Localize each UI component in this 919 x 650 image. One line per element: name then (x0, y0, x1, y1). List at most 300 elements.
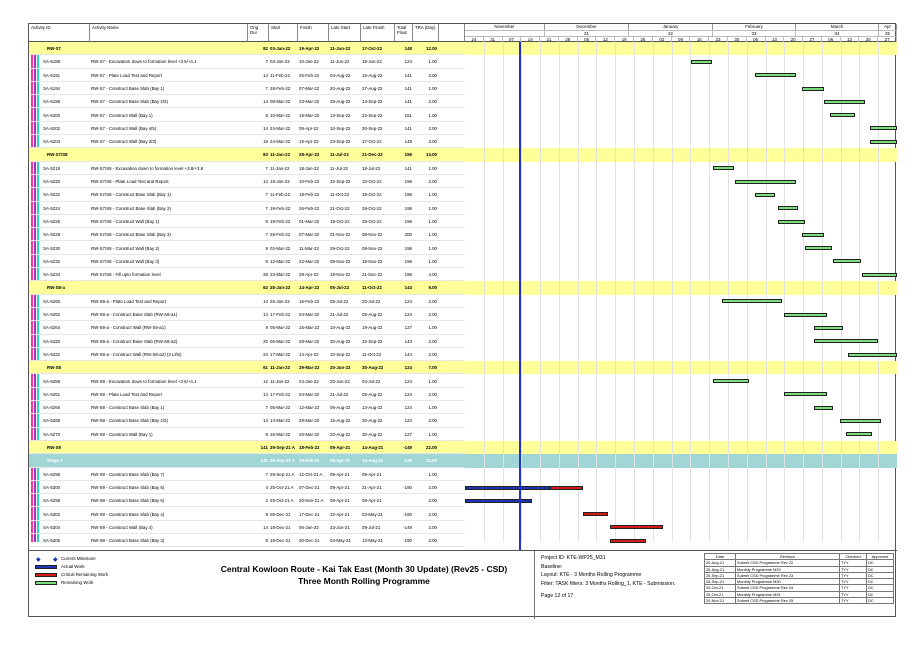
activity-row[interactable] (29, 414, 465, 427)
cell-lstart: 13-Sep-22 (330, 112, 351, 118)
remaining-work-bar[interactable] (848, 353, 897, 357)
day-label: 13 (841, 36, 860, 42)
timescale (465, 24, 897, 42)
month-label: January (629, 24, 713, 30)
cell-orig: 9 (265, 325, 268, 331)
remaining-work-bar[interactable] (824, 100, 865, 104)
cell-name: RW-S7 - Construct Base Slab (Bay 2/3) (91, 99, 168, 105)
revision-cell: 25-Sep-21 (705, 579, 736, 585)
cell-tra: 2.00 (428, 538, 437, 544)
cell-float: 124 (404, 298, 412, 304)
activity-row[interactable] (29, 215, 465, 228)
cell-name: RW-S7/S8 - Construct Wall (Bay 2) (91, 245, 160, 251)
cell-name: RW-S7 - Construct Wall (Bay 2/3) (91, 139, 157, 145)
cell-name: RW-S9 - Construct Base Slab (Bay 3) (91, 538, 165, 544)
wbs-group-row[interactable] (29, 281, 465, 294)
activity-row[interactable] (29, 255, 465, 268)
activity-row[interactable] (29, 534, 465, 547)
cell-finish: 09-Apr-22 (299, 125, 319, 131)
activity-row[interactable] (29, 428, 465, 441)
grid-line (878, 42, 879, 542)
activity-row[interactable] (29, 335, 465, 348)
activity-row[interactable] (29, 508, 465, 521)
day-label: 26 (634, 36, 653, 42)
activity-row[interactable] (29, 135, 465, 148)
remaining-work-bar[interactable] (735, 180, 796, 184)
cell-tra: 1.00 (428, 245, 437, 251)
cell-lstart: 09-Nov-22 (330, 258, 351, 264)
actual-work-bar[interactable] (465, 486, 550, 490)
remaining-work-bar[interactable] (778, 206, 798, 210)
activity-row[interactable] (29, 521, 465, 534)
cell-float: 144 (404, 351, 412, 357)
cell-tra: 2.00 (428, 298, 437, 304)
col-header-spacer (439, 24, 465, 42)
cell-lfinish: 21-Dec-22 (362, 152, 383, 158)
cell-tra: 2.00 (428, 511, 437, 517)
cell-float: 196 (404, 258, 412, 264)
cell-name (91, 281, 247, 294)
cell-tra: 1.00 (428, 325, 437, 331)
cell-name: RW-S7 - Plate Load Test and Report (91, 72, 163, 78)
project-info (534, 551, 704, 619)
cell-lfinish: 08-Nov-22 (362, 232, 383, 238)
month-label: December (545, 24, 629, 30)
cell-orig: 24 (263, 351, 268, 357)
cell-finish: 28-Mar-22 (299, 338, 320, 344)
cell-float: 141 (404, 165, 412, 171)
revision-cell: Submit CSD Programme Rev 25 (736, 598, 840, 604)
cell-lstart: 23-Sep-22 (330, 139, 351, 145)
cell-lstart: 30-Aug-22 (330, 338, 351, 344)
cell-name (91, 42, 247, 55)
cell-start: 17-Feb-22 (270, 391, 291, 397)
activity-row[interactable] (29, 55, 465, 68)
cell-lfinish: 14-Aug-21 (362, 445, 384, 450)
cell-tra: 2.00 (428, 498, 437, 504)
cell-start: 08-Mar-22 (270, 99, 291, 105)
cell-tra: 22.00 (426, 458, 437, 464)
cell-finish: 01-Mar-22 (299, 218, 320, 224)
activity-row[interactable] (29, 188, 465, 201)
grid-line (728, 42, 729, 542)
col-header-name[interactable]: Activity Name (90, 24, 248, 42)
legend (31, 555, 108, 587)
grid-line (540, 42, 541, 542)
cell-lfinish: 14-Aug-21 (362, 458, 384, 464)
cell-name: RW-S9 - Construct Base Slab (Bay 7) (91, 471, 165, 477)
cell-id: SA-5270 (43, 431, 61, 437)
actual-swatch (35, 565, 57, 569)
revision-cell: TYY (840, 579, 867, 585)
cell-float: 141 (404, 125, 412, 131)
day-label: 23 (709, 36, 728, 42)
cell-id: RW-S7 (47, 46, 61, 51)
remaining-work-bar[interactable] (814, 406, 833, 410)
cell-id: SA-5226 (43, 218, 61, 224)
cell-name: RW-S7/S8 - Plate Load Test and Report (91, 179, 169, 184)
day-label: 06 (747, 36, 766, 42)
revision-cell: TYY (840, 598, 867, 604)
cell-lstart: 09-Apr-21 (330, 498, 350, 504)
cell-lfinish: 09-Apr-21 (362, 498, 382, 504)
day-label: 31 (484, 36, 503, 42)
remaining-work-bar[interactable] (814, 339, 878, 343)
cell-lstart: 20-Jun-22 (330, 365, 351, 371)
rev-header-approved: Approved (867, 554, 894, 560)
day-label: 19 (615, 36, 634, 42)
cell-lfinish: 18-Jul-22 (362, 165, 381, 171)
cell-name: RW-S8-a - Construct Base Slab (RW-S8-a2) (91, 338, 178, 344)
remaining-work-bar[interactable] (846, 432, 872, 436)
remaining-work-bar[interactable] (802, 87, 823, 91)
cell-start: 18-Dec-21 (270, 524, 291, 530)
cell-float: 196 (404, 192, 412, 198)
cell-tra: 1.00 (428, 165, 437, 171)
cell-lstart: 20-Aug-22 (330, 431, 351, 437)
cell-start: 29-Sep-21 A (270, 471, 295, 477)
title-line-2: Three Month Rolling Programme (298, 576, 430, 586)
cell-name: RW-S7 - Construct Wall (Bay 4/5) (91, 125, 157, 131)
filter: Filter: TASK filters: 3 Months Rolling_1, KTE - Submission. (541, 580, 676, 587)
remaining-work-bar[interactable] (840, 419, 882, 423)
cell-finish: 07-Mar-22 (299, 85, 320, 91)
cell-start: 17-Mar-22 (270, 351, 291, 357)
cell-lfinish: 13-Aug-22 (362, 405, 383, 411)
activity-row[interactable] (29, 308, 465, 321)
wbs-group-row[interactable] (29, 42, 465, 55)
cell-name: RW-S7 - Construct Wall (Bay 1) (91, 112, 153, 118)
cell-tra: 1.00 (428, 59, 437, 65)
cell-lstart: 10-Aug-22 (330, 325, 351, 331)
cell-tra: 1.00 (428, 258, 437, 264)
cell-lfinish: 08-Nov-22 (362, 245, 383, 251)
cell-tra: 4.00 (428, 272, 437, 278)
cell-id: Stage 1 (47, 458, 63, 464)
cell-lstart: 19-Oct-22 (330, 218, 350, 224)
activity-row[interactable] (29, 242, 465, 255)
revision-table (704, 553, 894, 604)
activity-row[interactable] (29, 375, 465, 388)
cell-float (395, 468, 412, 481)
cell-tra: 2.00 (428, 351, 437, 357)
cell-orig: 7 (265, 59, 268, 65)
cell-start: 10-Mar-22 (270, 112, 291, 118)
cell-lfinish: 04-Jul-22 (362, 378, 381, 384)
cell-tra: 1.00 (428, 232, 437, 238)
cell-orig: 9 (265, 245, 268, 251)
cell-name (91, 454, 247, 467)
cell-finish: 19-Apr-22 (299, 46, 320, 51)
cell-lfinish: 10-Oct-22 (362, 179, 382, 184)
cell-finish: 28-Apr-22 (299, 272, 319, 278)
cell-start: 03-Jan-22 (270, 59, 290, 65)
cell-finish: 14-Apr-22 (299, 285, 320, 291)
col-header-late-start[interactable]: Late Start (329, 24, 361, 42)
cell-float: 124 (404, 418, 412, 424)
critical-work-bar[interactable] (610, 539, 646, 543)
activity-row[interactable] (29, 401, 465, 414)
wbs-group-band (465, 454, 897, 467)
cell-name: RW-S7/S8 - Construct Base Slab (Bay 1) (91, 192, 171, 198)
month-label: Apr (879, 24, 897, 30)
remaining-work-bar[interactable] (691, 60, 712, 64)
activity-row[interactable] (29, 388, 465, 401)
activity-row[interactable] (29, 109, 465, 122)
cell-float: -190 (403, 484, 412, 490)
cell-finish: 18-Jan-22 (299, 165, 319, 171)
activity-row[interactable] (29, 82, 465, 95)
cell-orig: 9 (265, 538, 268, 544)
cell-lstart: 21-Jul-22 (330, 391, 349, 397)
cell-lfinish: 28-Oct-22 (362, 205, 382, 211)
col-header-id[interactable]: Activity ID (29, 24, 90, 42)
cell-lstart: 09-Apr-21 (330, 471, 350, 477)
remaining-work-bar[interactable] (778, 220, 806, 224)
cell-lstart: 10-Sep-22 (330, 125, 351, 131)
activity-row[interactable] (29, 481, 465, 494)
cell-lfinish: 20-Jul-22 (362, 298, 381, 304)
remaining-work-bar[interactable] (722, 299, 782, 303)
cell-orig: 7 (265, 205, 268, 211)
cell-lstart: 01-Nov-22 (330, 232, 351, 238)
cell-lstart: 11-Jul-22 (330, 165, 348, 171)
activity-row[interactable] (29, 95, 465, 108)
cell-tra: 2.00 (428, 99, 437, 105)
cell-float: 196 (404, 218, 412, 224)
cell-lstart: 21-Jul-22 (330, 312, 349, 317)
revision-cell: DC (867, 566, 894, 572)
cell-name: RW-S8 - Excavation down to formation level +2.6/+4.1 (91, 378, 197, 384)
remaining-swatch (35, 581, 57, 585)
cell-start: 25-Oct-21 A (270, 484, 294, 490)
cell-float: -190 (403, 538, 412, 544)
cell-start: 28-Feb-22 (270, 85, 291, 91)
cell-tra: 3.00 (428, 139, 437, 145)
cell-id: RW-S7/S8 (47, 152, 68, 158)
revision-cell: 25-Aug-21 (705, 566, 736, 572)
cell-lstart: 15-Aug-22 (330, 418, 351, 424)
remaining-work-bar[interactable] (802, 233, 823, 237)
cell-float: 200 (404, 232, 412, 238)
cell-id: SA-5198 (43, 99, 61, 105)
cell-float: 124 (404, 405, 412, 411)
cell-id: SA-5220 (43, 179, 61, 184)
cell-lfinish: 19-Aug-22 (362, 72, 383, 78)
cell-finish: 29-Mar-22 (299, 365, 320, 371)
critical-work-bar[interactable] (583, 512, 608, 516)
revision-cell: DC (867, 579, 894, 585)
cell-finish: 19-Mar-22 (299, 112, 320, 118)
legend-remaining: Remaining Work (31, 579, 108, 587)
cell-start: 05-Mar-22 (270, 338, 291, 344)
actual-work-bar[interactable] (465, 499, 532, 503)
col-header-total-float[interactable]: Total Float (395, 24, 413, 42)
cell-finish: 12-Oct-21 A (299, 471, 323, 477)
cell-lfinish: 27-Aug-22 (362, 85, 383, 91)
wbs-group-row[interactable] (29, 441, 465, 454)
cell-finish: 18-Feb-22 (299, 192, 320, 198)
cell-finish: 19-Apr-22 (299, 139, 319, 145)
cell-float: -149 (403, 445, 412, 450)
remaining-work-bar[interactable] (870, 126, 897, 130)
col-header-orig[interactable]: Orig Dur (248, 24, 269, 42)
cell-finish: 26-Feb-22 (299, 205, 320, 211)
cell-start: 11-Jan-22 (270, 165, 290, 171)
day-label: 27 (803, 36, 822, 42)
cell-finish: 29-Mar-22 (299, 418, 320, 424)
cell-lfinish: 18-Oct-22 (362, 192, 382, 198)
day-label: 20 (859, 36, 878, 42)
remaining-work-bar[interactable] (713, 166, 734, 170)
remaining-work-bar[interactable] (784, 392, 827, 396)
cell-lstart: 11-Jun-22 (330, 46, 351, 51)
cell-lfinish: 17-Oct-22 (362, 139, 382, 145)
activity-row[interactable] (29, 202, 465, 215)
col-header-tra[interactable]: TRA (Day) (413, 24, 439, 42)
activity-row[interactable] (29, 321, 465, 334)
cell-id: SA-5258 (43, 378, 61, 384)
cell-tra: 1.00 (428, 218, 437, 224)
remaining-work-bar[interactable] (713, 379, 749, 383)
activity-row[interactable] (29, 494, 465, 507)
activity-row[interactable] (29, 268, 465, 281)
cell-finish: 20-Nov-21 A (299, 498, 324, 504)
cell-id: SA-5304 (43, 524, 61, 530)
cell-finish: 18-Feb-22 (299, 445, 320, 450)
wbs-group-row[interactable] (29, 148, 465, 161)
activity-row[interactable] (29, 468, 465, 481)
cell-start: 17-Feb-22 (270, 312, 291, 317)
activity-row[interactable] (29, 69, 465, 82)
activity-row[interactable] (29, 162, 465, 175)
month-label: March (796, 24, 879, 30)
cell-start: 14-Mar-22 (270, 418, 291, 424)
cell-lstart: 04-Aug-22 (330, 72, 351, 78)
col-header-late-finish[interactable]: Late Finish (361, 24, 395, 42)
cell-float: 144 (404, 285, 412, 291)
revision-cell: DC (867, 572, 894, 578)
remaining-work-bar[interactable] (784, 313, 827, 317)
cell-tra: 1.00 (428, 405, 437, 411)
wbs-group-band (465, 441, 897, 454)
cell-float: -149 (403, 524, 412, 530)
cell-start: 18-Dec-21 (270, 538, 291, 544)
cell-orig: 82 (263, 46, 268, 51)
cell-float: 144 (404, 338, 412, 344)
cell-start: 28-Feb-22 (270, 232, 291, 238)
cell-orig: 7 (265, 192, 268, 198)
data-date-line (519, 42, 521, 550)
cell-lfinish: 22-Sep-22 (362, 112, 383, 118)
col-header-finish[interactable]: Finish (298, 24, 329, 42)
cell-lfinish: 14-Sep-22 (362, 99, 383, 105)
critical-work-bar[interactable] (610, 525, 663, 529)
cell-lfinish: 05-Aug-22 (362, 391, 383, 397)
remaining-work-bar[interactable] (805, 246, 832, 250)
cell-start: 12-Mar-22 (270, 258, 291, 264)
col-header-start[interactable]: Start (269, 24, 298, 42)
cell-lstart: 20-Aug-22 (330, 85, 351, 91)
week-label: 35 (879, 30, 897, 36)
cell-float: 196 (404, 272, 412, 278)
remaining-work-bar[interactable] (755, 73, 796, 77)
cell-lstart: 22-Sep-22 (330, 179, 351, 184)
cell-finish: 10-Jan-22 (299, 59, 319, 65)
grid-line (615, 42, 616, 542)
cell-orig: 14 (263, 418, 268, 424)
remaining-work-bar[interactable] (755, 193, 775, 197)
revision-cell: Monthly Programme M31 (736, 591, 840, 597)
cell-lfinish: 30-Aug-22 (362, 418, 383, 424)
remaining-work-bar[interactable] (862, 273, 897, 277)
wbs-group-band (465, 148, 897, 161)
activity-row[interactable] (29, 122, 465, 135)
report-title (199, 563, 529, 587)
footer (29, 550, 897, 619)
cell-id: SA-5234 (43, 272, 61, 278)
cell-lstart: 11-Oct-22 (330, 192, 350, 198)
cell-float: 196 (404, 179, 412, 184)
wbs-group-row[interactable] (29, 454, 465, 467)
revision-cell: DC (867, 560, 894, 566)
cell-id: SA-5188 (43, 59, 61, 65)
remaining-work-bar[interactable] (833, 259, 861, 263)
cell-name: RW-S7 - Construct Base Slab (Bay 1) (91, 85, 165, 91)
cell-lstart: 29-Oct-22 (330, 245, 350, 251)
cell-finish: 16-Feb-22 (299, 298, 320, 304)
cell-start: 23-Mar-22 (270, 272, 291, 278)
cell-orig: 14 (263, 99, 268, 105)
legend-actual-work: Actual Work (31, 563, 108, 571)
cell-lfinish: 03-May-21 (362, 511, 383, 517)
activity-row[interactable] (29, 175, 465, 188)
activity-row[interactable] (29, 348, 465, 361)
layout: Layout: KTE - 3 Months Rolling Programme (541, 572, 642, 578)
cell-id: SA-5264 (43, 325, 61, 331)
grid-line (559, 42, 560, 542)
cell-start: 16-Mar-22 (270, 431, 291, 437)
cell-name: RW-S8 - Construct Base Slab (Bay 1) (91, 405, 165, 411)
cell-start: 19-Feb-22 (270, 205, 291, 211)
cell-id: RW-S9 (47, 445, 61, 450)
cell-lstart: 09-Apr-21 (330, 445, 351, 450)
cell-id: SA-5262 (43, 312, 61, 317)
cell-float: 141 (404, 85, 412, 91)
remaining-work-bar[interactable] (830, 113, 855, 117)
cell-lfinish: 11-Oct-22 (362, 351, 382, 357)
activity-row[interactable] (29, 228, 465, 241)
activity-row[interactable] (29, 295, 465, 308)
cell-orig: 14 (263, 524, 268, 530)
remaining-work-bar[interactable] (870, 140, 897, 144)
cell-id: SA-5200 (43, 112, 61, 118)
critical-work-bar[interactable] (550, 486, 583, 490)
cell-float: 196 (404, 152, 412, 158)
cell-float: 127 (404, 431, 412, 437)
wbs-group-row[interactable] (29, 361, 465, 374)
cell-tra: 2.00 (428, 312, 437, 317)
cell-orig: 9 (265, 258, 268, 264)
cell-start: 24-Mar-22 (270, 139, 291, 145)
revision-cell: 25-Oct-21 (705, 591, 736, 597)
cell-tra: 1.00 (428, 471, 437, 477)
cell-lfinish: 30-Aug-22 (362, 431, 383, 437)
cell-lfinish: 17-Oct-22 (362, 46, 383, 51)
cell-finish: 15-Mar-22 (299, 325, 320, 331)
remaining-work-bar[interactable] (814, 326, 843, 330)
cell-id: SA-5420 (43, 338, 61, 344)
